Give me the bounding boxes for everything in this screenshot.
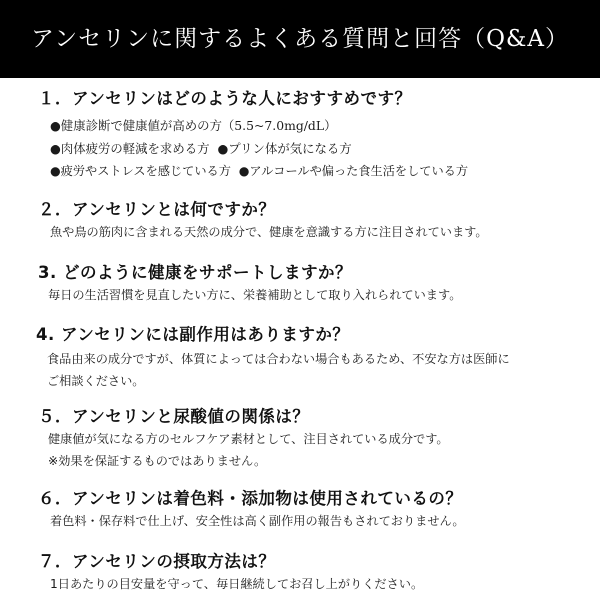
faq-question-2: ２．アンセリンとは何ですか？ <box>38 200 276 219</box>
faq-bullet-line-3 <box>0 160 600 183</box>
faq-item-6 <box>0 488 600 532</box>
faq-bullet: ●健康診断で健康値が高めの方（5.5~7.0mg/dL） <box>50 118 337 133</box>
faq-answer-7-line-1: 1日あたりの目安量を守って、毎日継続してお召し上がりください。 <box>50 577 424 591</box>
faq-bullet-line-2 <box>0 137 600 160</box>
faq-bullet: ●肉体疲労の軽減を求める方 <box>50 141 210 156</box>
faq-item-4 <box>0 324 600 392</box>
faq-bullet-line-1 <box>0 114 600 137</box>
faq-answer-5-line-1: 健康値が気になる方のセルフケア素材として、注目されている成分です。 <box>48 432 449 446</box>
page-title-banner <box>0 0 600 78</box>
faq-question-6: ６．アンセリンは着色料・添加物は使用されているの？ <box>38 489 463 508</box>
faq-bullet: ●プリン体が気になる方 <box>217 141 352 156</box>
faq-bullet: ●疲労やストレスを感じている方 <box>50 164 231 178</box>
faq-question-5: ５．アンセリンと尿酸値の関係は？ <box>38 407 310 426</box>
faq-answer-3-line-1: 毎日の生活習慣を見直したい方に、栄養補助として取り入れられています。 <box>48 288 462 302</box>
faq-question-1: １．アンセリンはどのような人におすすめです？ <box>38 89 412 108</box>
faq-question-7: ７．アンセリンの摂取方法は？ <box>38 552 276 571</box>
faq-item-5 <box>0 406 600 472</box>
faq-item-3 <box>0 262 600 306</box>
faq-item-7 <box>0 551 600 595</box>
faq-answer-4-line-1: 食品由来の成分ですが、体質によっては合わない場合もあるため、不安な方は医師に <box>47 352 510 366</box>
faq-question-3: 3. どのように健康をサポートしますか？ <box>38 263 352 282</box>
faq-question-4: 4. アンセリンには副作用はありますか？ <box>36 325 350 344</box>
faq-item-1 <box>0 88 600 183</box>
faq-answer-4-line-2: ご相談ください。 <box>47 374 145 388</box>
faq-answer-5-line-2: ※効果を保証するものではありません。 <box>48 454 267 468</box>
faq-item-2 <box>0 199 600 243</box>
page-title: アンセリンに関するよくある質問と回答（Q&A） <box>30 26 570 52</box>
faq-bullet: ●アルコールや偏った食生活をしている方 <box>238 164 469 178</box>
faq-answer-2-line-1: 魚や鳥の筋肉に含まれる天然の成分で、健康を意識する方に注目されています。 <box>50 225 488 239</box>
faq-answer-6-line-1: 着色料・保存料で仕上げ、安全性は高く副作用の報告もされておりません。 <box>50 514 465 528</box>
